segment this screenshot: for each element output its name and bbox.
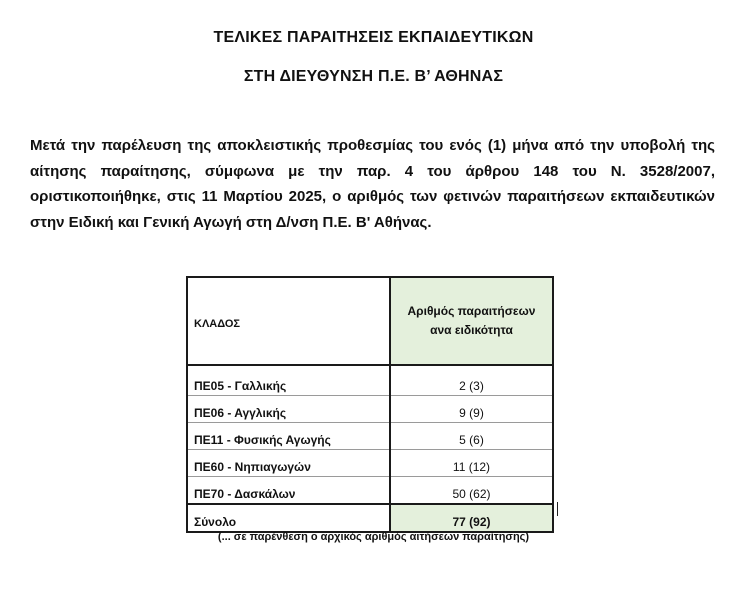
- table-row: [187, 365, 553, 396]
- intro-paragraph: Μετά την παρέλευση της αποκλειστικής προθεσμίας του ενός (1) μήνα από την υποβολή της αίτησης παραίτησης, σύμφωνα με την παρ. 4 του άρθρου 148 του Ν. 3528/2007, οριστικοποιήθηκε, στις 11 Μαρτίου 2025, ο αριθμός των φετινών παραιτήσεων εκπαιδευτικών στην Ειδική και Γενική Αγωγή στη Δ/νση Π.Ε. Β' Αθήνας.: [30, 137, 715, 231]
- table-row: [187, 477, 553, 505]
- table-row: [187, 396, 553, 423]
- total-label: Σύνολο: [187, 504, 390, 532]
- resignations-table: [186, 276, 554, 533]
- header-resignations: [390, 277, 553, 365]
- row-klados: ΠΕ70 - Δασκάλων: [187, 477, 390, 505]
- row-value: 9 (9): [390, 396, 553, 423]
- resignations-table-container: [186, 276, 554, 533]
- row-value: 50 (62): [390, 477, 553, 505]
- page-title: ΤΕΛΙΚΕΣ ΠΑΡΑΙΤΗΣΕΙΣ ΕΚΠΑΙΔΕΥΤΙΚΩΝ: [213, 29, 534, 46]
- total-value: 77 (92): [390, 504, 553, 532]
- row-klados: ΠΕ11 - Φυσικής Αγωγής: [187, 423, 390, 450]
- footnote: (... σε παρένθεση ο αρχικός αριθμός αιτήσεων παραίτησης): [217, 531, 530, 543]
- header-resignations-line2: ανα ειδικότητα: [430, 323, 513, 337]
- row-klados: ΠΕ06 - Αγγλικής: [187, 396, 390, 423]
- table-header-row: [187, 277, 553, 365]
- table-row: [187, 423, 553, 450]
- table-row: [187, 450, 553, 477]
- page-subtitle: ΣΤΗ ΔΙΕΥΘΥΝΣΗ Π.Ε. Β’ ΑΘΗΝΑΣ: [243, 68, 504, 85]
- row-value: 2 (3): [390, 365, 553, 396]
- row-value: 11 (12): [390, 450, 553, 477]
- row-value: 5 (6): [390, 423, 553, 450]
- text-cursor: [557, 502, 558, 516]
- row-klados: ΠΕ60 - Νηπιαγωγών: [187, 450, 390, 477]
- header-klados: ΚΛΑΔΟΣ: [187, 277, 390, 365]
- header-resignations-line1: Αριθμός παραιτήσεων: [407, 304, 536, 318]
- table-total-row: [187, 504, 553, 532]
- row-klados: ΠΕ05 - Γαλλικής: [187, 365, 390, 396]
